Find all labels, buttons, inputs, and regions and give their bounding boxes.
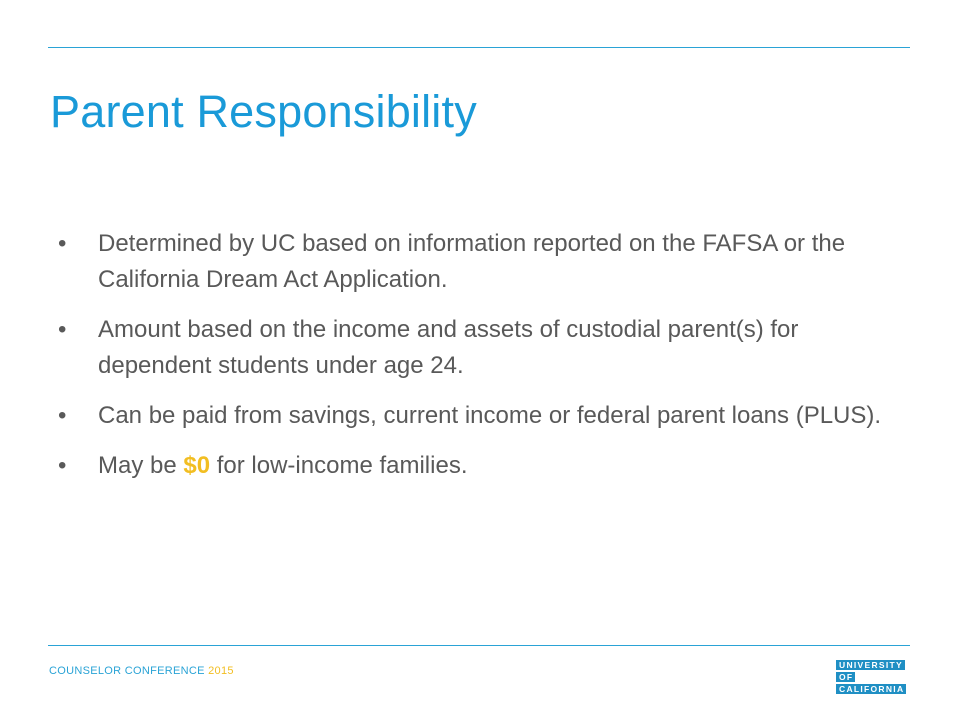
- bullet-item-3: [58, 398, 908, 434]
- bullet-text: Amount based on the income and assets of custodial parent(s) for dependent students under age 24.: [98, 316, 799, 379]
- bullet-text-suffix: for low-income families.: [210, 452, 468, 479]
- footer: [49, 665, 234, 677]
- bullet-marker: •: [58, 402, 67, 429]
- logo-line-california: CALIFORNIA: [836, 684, 906, 694]
- slide-title: Parent Responsibility: [50, 86, 477, 137]
- footer-conference-name: COUNSELOR CONFERENCE: [49, 665, 205, 677]
- bottom-divider: [48, 645, 910, 646]
- bullet-text: Can be paid from savings, current income or federal parent loans (PLUS).: [98, 402, 882, 429]
- top-divider: [48, 47, 910, 48]
- bullet-list: [58, 226, 908, 498]
- logo-line-of: OF: [836, 672, 855, 682]
- bullet-item-2: [58, 312, 908, 384]
- bullet-marker: •: [58, 452, 67, 479]
- bullet-text: Determined by UC based on information reported on the FAFSA or the California Dream Act Application.: [98, 230, 846, 293]
- bullet-marker: •: [58, 316, 67, 343]
- bullet-item-1: [58, 226, 908, 298]
- highlight-amount: $0: [183, 452, 211, 479]
- university-of-california-logo: [836, 660, 906, 694]
- bullet-text-prefix: May be: [98, 452, 184, 479]
- bullet-marker: •: [58, 230, 67, 257]
- bullet-item-4: [58, 448, 908, 484]
- logo-line-university: UNIVERSITY: [836, 660, 905, 670]
- footer-year: 2015: [208, 665, 234, 677]
